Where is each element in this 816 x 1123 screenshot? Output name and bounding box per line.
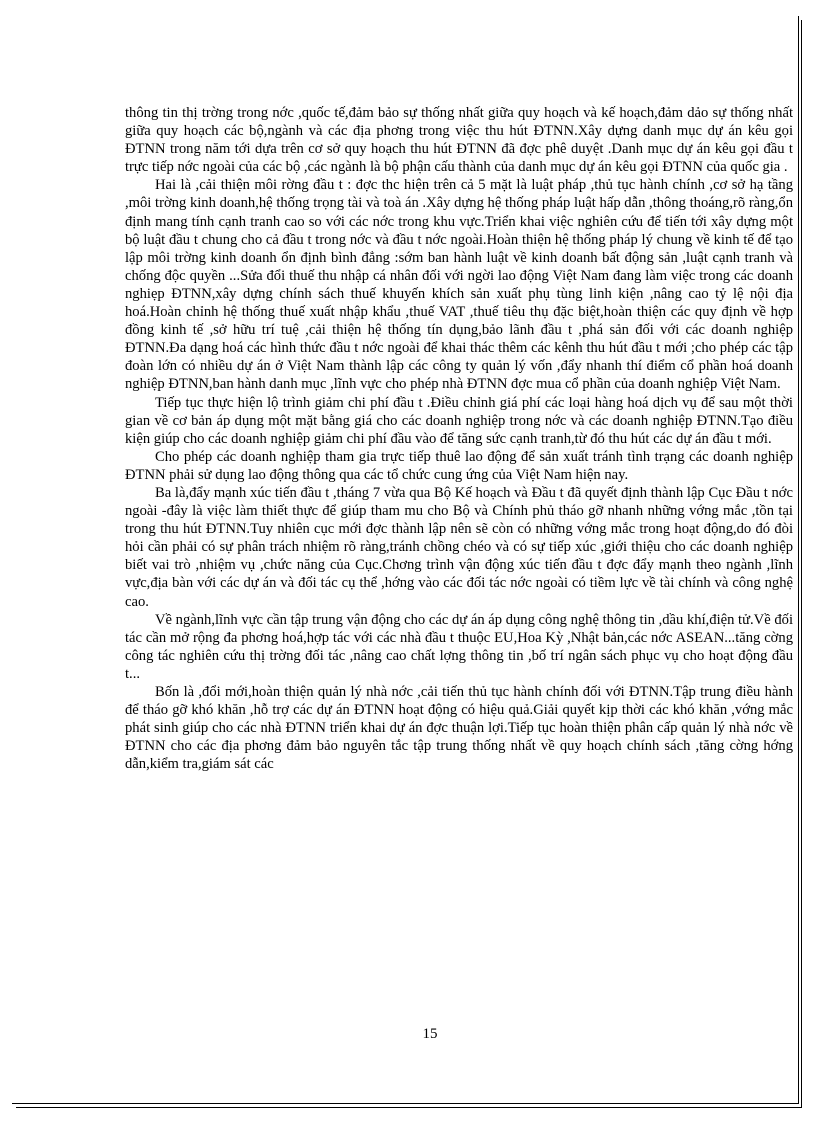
page-border-right (798, 16, 799, 1104)
page-border-bottom (12, 1103, 799, 1104)
page-number: 15 (422, 1026, 438, 1042)
paragraph-2: Hai là ,cải thiện môi rờng đầu t : đợc thc hiện trên cả 5 mặt là luật pháp ,thủ tục hành chính ,cơ sở hạ tầng ,môi trờng kinh doanh,hệ thống trọng tài và toà án .Xây dựng hệ thống pháp luật hấp dẫn ,thông thoáng,rõ ràng,ổn định mang tính cạnh tranh cao so với các nớc trong khu vực.Triển khai việc nghiên cứu để tiến tới xây dựng một bộ luật đầu t chung cho cả đầu t trong nớc và đầu t nớc ngoài.Hoàn thiện hệ thống pháp lý chung về kinh tế để tạo lập môi trờng kinh doanh ổn định bình đẳng :sớm ban hành luật về kinh doanh bất động sản ,luật cạnh tranh và chống độc quyền ...Sửa đổi thuế thu nhập cá nhân đối với ngời lao động Việt Nam đang làm việc trong các doanh nghiẹp ĐTNN,xây dựng chính sách thuế khuyến khích sản xuất phụ tùng linh kiện ,nâng cao tỷ lệ nội địa hoá.Hoàn chỉnh hệ thống thuế xuất nhập khẩu ,thuế VAT ,thuế tiêu thụ đặc biệt,hoàn thiện các quy định về hợp đồng kinh tế ,sở hữu trí tuệ ,cải thiện hệ thống tín dụng,bảo lãnh đầu t ,phá sản đối với các doanh nghiệp ĐTNN.Đa dạng hoá các hình thức đầu t nớc ngoài để khai thác thêm các kênh thu hút đầu t mới ;cho phép các tập đoàn lớn có nhiều dự án ở Việt Nam thành lập các công ty quản lý vốn ,đẩy nhanh thí điểm cổ phần hoá doanh nghiệp ĐTNN,ban hành danh mục ,lĩnh vực cho phép nhà ĐTNN đợc mua cổ phần của doanh nghiệp Việt Nam. (125, 177, 793, 393)
paragraph-5: Ba là,đẩy mạnh xúc tiến đầu t ,tháng 7 vừa qua Bộ Kế hoạch và Đầu t đã quyết định thành lập Cục Đầu t nớc ngoài -đây là việc làm thiết thực để giúp tham mu cho Bộ và Chính phủ tháo gỡ nhanh những vớng mắc ,tồn tại trong thu hút ĐTNN.Tuy nhiên cục mới đợc thành lập nên sẽ còn có những vớng mắc trong hoạt động,do đó đòi hỏi cần phải có sự phân trách nhiệm rõ ràng,tránh chồng chéo và có sự tiếp xúc ,giới thiệu cho các doanh nghiệp biết vai trò ,nhiệm vụ ,chức năng của Cục.Chơng trình vận động xúc tiến đầu t đợc đẩy mạnh theo ngành ,lĩnh vực,địa bàn với các dự án và đối tác cụ thể ,hớng vào các đối tác nớc ngoài có tiềm lực về tài chính và công nghệ cao. (125, 484, 793, 610)
paragraph-4: Cho phép các doanh nghiệp tham gia trực tiếp thuê lao động để sản xuất tránh tình trạng các doanh nghiệp ĐTNN phải sử dụng lao động thông qua các tổ chức cung ứng của Việt Nam hiện nay. (125, 448, 793, 483)
paragraph-7: Bốn là ,đổi mới,hoàn thiện quản lý nhà nớc ,cải tiến thủ tục hành chính đối với ĐTNN.Tập trung điều hành để tháo gỡ khó khăn ,hỗ trợ các dự án ĐTNN hoạt động có hiệu quả.Giải quyết kịp thời các khó khăn ,vớng mắc phát sinh giúp cho các nhà ĐTNN triển khai dự án đợc thuận lợi.Tiếp tục hoàn thiện phân cấp quản lý nhà nớc về ĐTNN cho các địa phơng đảm bảo nguyên tắc tập trung thống nhất về quy hoạch chính sách ,tăng cờng hớng dẫn,kiểm tra,giám sát các (125, 684, 793, 773)
paragraph-6: Về ngành,lĩnh vực cần tập trung vận động cho các dự án áp dụng công nghệ thông tin ,dầu khí,điện tử.Về đối tác cần mở rộng đa phơng hoá,hợp tác với các nhà đầu t thuộc EU,Hoa Kỳ ,Nhật bản,các nớc ASEAN...tăng cờng công tác nghiên cứu thị trờng đối tác ,nâng cao chất lợng thông tin ,bố trí ngân sách phục vụ cho hoạt động đầu t... (125, 611, 793, 682)
paragraph-3: Tiếp tục thực hiện lộ trình giảm chi phí đầu t .Điều chỉnh giá phí các loại hàng hoá dịch vụ để sau một thời gian về cơ bản áp dụng một mặt bằng giá cho các doanh nghiệp trong nớc và các doanh nghiệp ĐTNN.Tạo điều kiện giúp cho các doanh nghiệp giảm chi phí đầu vào để tăng sức cạnh tranh,từ đó thu hút các dự án đầu t mới. (125, 394, 793, 447)
page-border-bottom-shadow (16, 1107, 802, 1108)
document-body (125, 104, 793, 773)
paragraph-1: thông tin thị trờng trong nớc ,quốc tế,đảm bảo sự thống nhất giữa quy hoạch và kế hoạch,đảm dảo sự thống nhất giữa quy hoạch các bộ,ngành và các địa phơng trong việc thu hút ĐTNN.Xây dựng danh mục dự án kêu gọi ĐTNN trong năm tới dựa trên cơ sở quy hoạch thu hút ĐTNN đã đợc phê duyệt .Danh mục dự án kêu gọi đầu t trực tiếp nớc ngoài của các bộ ,các ngành là bộ phận cấu thành của danh mục dự án kêu gọi ĐTNN của quốc gia . (125, 105, 793, 176)
page-border-right-shadow (801, 20, 802, 1108)
